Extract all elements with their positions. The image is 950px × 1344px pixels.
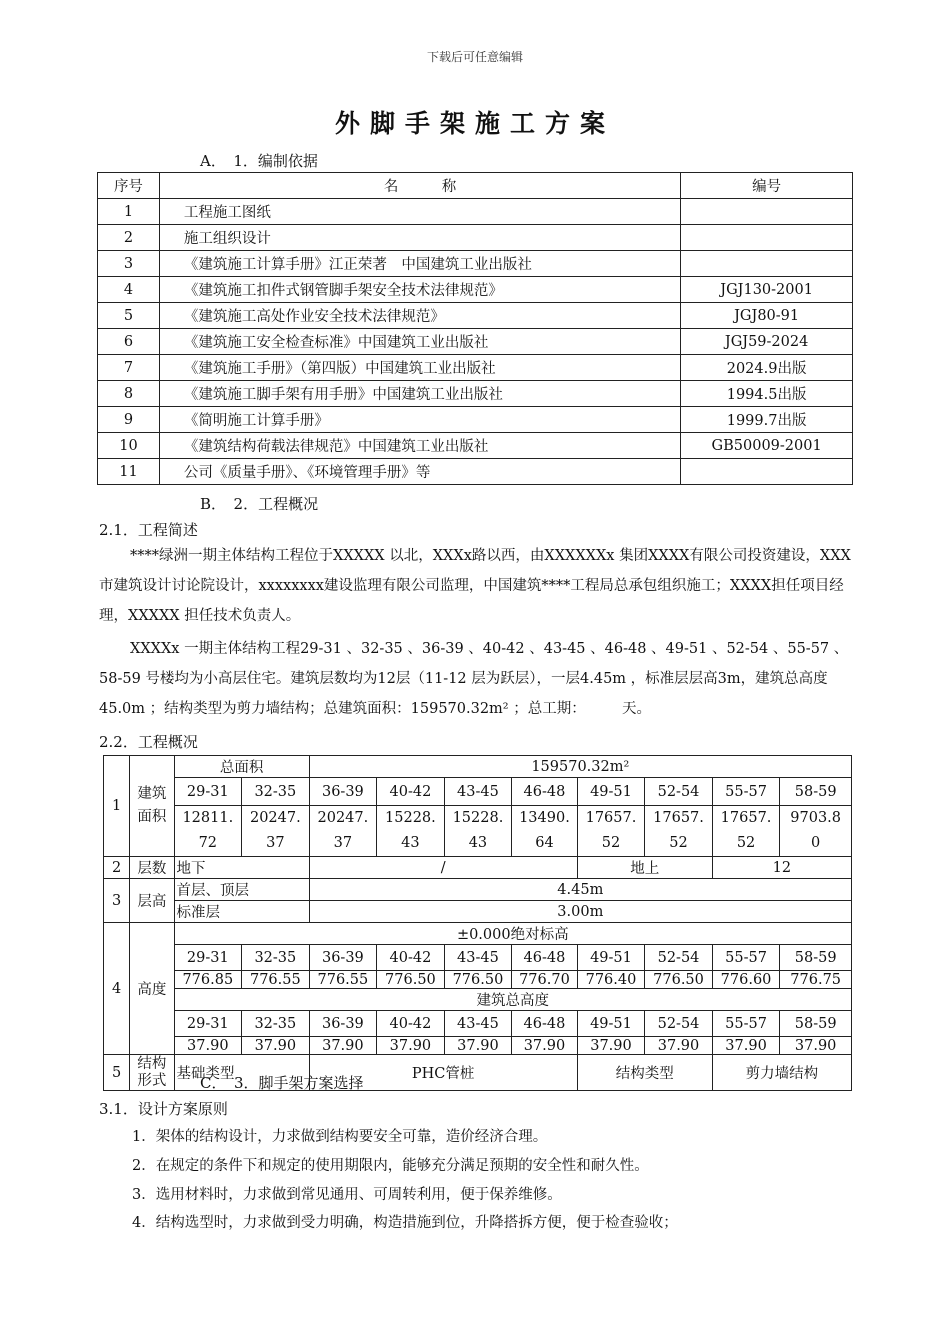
building-number-cell: 52-54: [645, 1011, 713, 1037]
design-rule-2: 2．在规定的条件下和规定的使用期限内，能够充分满足预期的安全性和耐久性。: [132, 1158, 649, 1174]
index-cell: 3: [98, 251, 160, 277]
building-area-cell: 17657.52: [645, 806, 713, 857]
code-cell: 1999.7出版: [681, 407, 853, 433]
name-cell: 《建筑施工计算手册》江正荣著 中国建筑工业出版社: [159, 251, 680, 277]
absolute-elevation-label: ±0.000绝对标高: [174, 923, 851, 945]
building-number-cell: 52-54: [645, 778, 713, 806]
name-cell: 工程施工图纸: [159, 199, 680, 225]
total-height-cell: 37.90: [512, 1037, 578, 1055]
name-cell: 施工组织设计: [159, 225, 680, 251]
name-cell: 《建筑施工脚手架有用手册》中国建筑工业出版社: [159, 381, 680, 407]
row-no-5: 5: [104, 1055, 130, 1091]
building-number-cell: 36-39: [309, 1011, 377, 1037]
building-number-cell: 49-51: [577, 1011, 645, 1037]
code-cell: [681, 199, 853, 225]
table-row: [98, 459, 853, 485]
standard-floor-label: 标准层: [174, 901, 309, 923]
building-number-cell: 36-39: [309, 778, 377, 806]
code-cell: GB50009-2001: [681, 433, 853, 459]
building-area-cell: 12811.72: [174, 806, 242, 857]
project-overview-table: [103, 755, 852, 1091]
height-label: 层高: [130, 879, 174, 923]
section-a-heading: A． 1．编制依据: [200, 152, 318, 170]
first-top-label: 首层、顶层: [174, 879, 309, 901]
code-cell: [681, 251, 853, 277]
row-no-2: 2: [104, 857, 130, 879]
table-row: [98, 225, 853, 251]
building-number-cell: 46-48: [512, 778, 578, 806]
foundation-type-label: 基础类型: [174, 1055, 309, 1091]
section-2-1-heading: 2.1．工程简述: [99, 521, 198, 539]
building-area-cell: 9703.80: [780, 806, 852, 857]
overview-paragraph-2: XXXXx 一期主体结构工程29-31 、32-35 、36-39 、40-42 、43-45 、46-48 、49-51 、52-54 、55-57 、58-59 号楼均为小高层住宅。建筑层数均为12层（11-12 层为跃层），一层4.45m ，标准层层高3m，建筑总高度45.0m ；结构类型为剪力墙结构；总建筑面积：159570.32m² ；总工期： 天。: [99, 641, 849, 717]
absolute-elevation-cell: 776.55: [309, 971, 377, 989]
table-row: [98, 277, 853, 303]
total-height-cell: 37.90: [780, 1037, 852, 1055]
total-height-cell: 37.90: [645, 1037, 713, 1055]
structure-form-label: 结构形式: [130, 1055, 174, 1091]
building-number-cell: 58-59: [780, 778, 852, 806]
table-row: [98, 329, 853, 355]
total-height-cell: 37.90: [577, 1037, 645, 1055]
section-2-2-heading: 2.2．工程概况: [99, 733, 198, 751]
above-ground-label: 地上: [577, 857, 712, 879]
code-cell: [681, 225, 853, 251]
code-cell: 2024.9出版: [681, 355, 853, 381]
index-cell: 7: [98, 355, 160, 381]
building-area-cell: 20247.37: [242, 806, 310, 857]
building-number-cell: 46-48: [512, 1011, 578, 1037]
header-index: 序号: [98, 173, 160, 199]
building-number-cell: 29-31: [174, 945, 242, 971]
building-number-cell: 43-45: [444, 945, 512, 971]
index-cell: 6: [98, 329, 160, 355]
section-c-heading: C． 3．脚手架方案选择: [200, 1074, 364, 1092]
floors-label: 层数: [130, 857, 174, 879]
building-area-cell: 20247.37: [309, 806, 377, 857]
absolute-elevation-cell: 776.70: [512, 971, 578, 989]
total-area-value: 159570.32m²: [309, 756, 851, 778]
top-note: 下载后可任意编辑: [426, 50, 523, 64]
index-cell: 2: [98, 225, 160, 251]
index-cell: 9: [98, 407, 160, 433]
building-area-cell: 17657.52: [577, 806, 645, 857]
index-cell: 8: [98, 381, 160, 407]
building-number-cell: 32-35: [242, 945, 310, 971]
building-number-cell: 58-59: [780, 945, 852, 971]
row-no-1: 1: [104, 756, 130, 857]
table-row: [98, 199, 853, 225]
table-header-row: [98, 173, 853, 199]
building-number-cell: 29-31: [174, 778, 242, 806]
section-3-1-heading: 3.1．设计方案原则: [99, 1100, 228, 1118]
code-cell: JGJ59-2024: [681, 329, 853, 355]
building-area-cell: 15228.43: [377, 806, 445, 857]
below-ground-label: 地下: [174, 857, 309, 879]
page-title: 外脚手架施工方案: [334, 109, 615, 138]
absolute-elevation-cell: 776.40: [577, 971, 645, 989]
building-number-cell: 43-45: [444, 1011, 512, 1037]
name-cell: 《建筑施工手册》（第四版）中国建筑工业出版社: [159, 355, 680, 381]
total-height-label: 建筑总高度: [174, 989, 851, 1011]
total-height-cell: 37.90: [377, 1037, 445, 1055]
building-number-cell: 40-42: [377, 945, 445, 971]
index-cell: 10: [98, 433, 160, 459]
building-number-cell: 49-51: [577, 945, 645, 971]
total-height-cell: 37.90: [174, 1037, 242, 1055]
table-row: [98, 303, 853, 329]
design-rule-4: 4．结构选型时，力求做到受力明确，构造措施到位，升降搭拆方便，便于检查验收；: [132, 1215, 678, 1231]
absolute-elevation-cell: 776.50: [377, 971, 445, 989]
building-number-cell: 46-48: [512, 945, 578, 971]
building-number-cell: 32-35: [242, 778, 310, 806]
above-ground-value: 12: [712, 857, 851, 879]
code-cell: JGJ80-91: [681, 303, 853, 329]
building-number-cell: 49-51: [577, 778, 645, 806]
absolute-elevation-cell: 776.75: [780, 971, 852, 989]
name-cell: 《简明施工计算手册》: [159, 407, 680, 433]
foundation-type-value: PHC管桩: [309, 1055, 577, 1091]
absolute-elevation-cell: 776.50: [444, 971, 512, 989]
building-number-cell: 55-57: [712, 945, 780, 971]
building-number-cell: 55-57: [712, 1011, 780, 1037]
first-top-value: 4.45m: [309, 879, 851, 901]
building-number-cell: 40-42: [377, 1011, 445, 1037]
name-cell: 《建筑施工安全检查标准》中国建筑工业出版社: [159, 329, 680, 355]
building-number-cell: 55-57: [712, 778, 780, 806]
building-number-cell: 52-54: [645, 945, 713, 971]
building-number-cell: 36-39: [309, 945, 377, 971]
below-ground-value: /: [309, 857, 577, 879]
total-height-cell: 37.90: [712, 1037, 780, 1055]
design-rule-3: 3．选用材料时，力求做到常见通用、可周转利用，便于保养维修。: [132, 1187, 562, 1203]
name-cell: 公司《质量手册》、《环境管理手册》等: [159, 459, 680, 485]
index-cell: 1: [98, 199, 160, 225]
structure-type-value: 剪力墙结构: [712, 1055, 851, 1091]
total-height-cell: 37.90: [444, 1037, 512, 1055]
code-cell: [681, 459, 853, 485]
building-number-cell: 32-35: [242, 1011, 310, 1037]
section-b-heading: B． 2．工程概况: [200, 495, 319, 513]
absolute-elevation-cell: 776.50: [645, 971, 713, 989]
code-cell: 1994.5出版: [681, 381, 853, 407]
overview-paragraph-1: ****绿洲一期主体结构工程位于XXXXX 以北，XXXx路以西，由XXXXXXx 集团XXXX有限公司投资建设，XXX 市建筑设计讨论院设计，xxxxxxxx建设监理有限公司监理，中国建筑****工程局总承包组织施工；XXXX担任项目经理，XXXXX 担任技术负责人。: [99, 548, 851, 624]
design-rule-1: 1．架体的结构设计，力求做到结构要安全可靠，造价经济合理。: [132, 1129, 548, 1145]
index-cell: 5: [98, 303, 160, 329]
structure-type-label: 结构类型: [577, 1055, 712, 1091]
building-area-cell: 13490.64: [512, 806, 578, 857]
header-code: 编号: [681, 173, 853, 199]
table-row: [98, 251, 853, 277]
table-row: [98, 355, 853, 381]
building-area-cell: 15228.43: [444, 806, 512, 857]
index-cell: 4: [98, 277, 160, 303]
absolute-elevation-cell: 776.85: [174, 971, 242, 989]
row-no-3: 3: [104, 879, 130, 923]
table-row: [98, 381, 853, 407]
header-name: 名 称: [159, 173, 680, 199]
row-no-4: 4: [104, 923, 130, 1055]
absolute-elevation-cell: 776.60: [712, 971, 780, 989]
elevation-label: 高度: [130, 923, 174, 1055]
total-height-cell: 37.90: [309, 1037, 377, 1055]
building-number-cell: 43-45: [444, 778, 512, 806]
building-number-cell: 29-31: [174, 1011, 242, 1037]
name-cell: 《建筑施工高处作业安全技术法律规范》: [159, 303, 680, 329]
name-cell: 《建筑结构荷载法律规范》中国建筑工业出版社: [159, 433, 680, 459]
total-height-cell: 37.90: [242, 1037, 310, 1055]
table-row: [98, 407, 853, 433]
index-cell: 11: [98, 459, 160, 485]
total-area-label: 总面积: [174, 756, 309, 778]
building-area-cell: 17657.52: [712, 806, 780, 857]
area-label: 建筑面积: [130, 756, 174, 857]
standard-floor-value: 3.00m: [309, 901, 851, 923]
name-cell: 《建筑施工扣件式钢管脚手架安全技术法律规范》: [159, 277, 680, 303]
building-number-cell: 58-59: [780, 1011, 852, 1037]
absolute-elevation-cell: 776.55: [242, 971, 310, 989]
building-number-cell: 40-42: [377, 778, 445, 806]
code-cell: JGJ130-2001: [681, 277, 853, 303]
table-row: [98, 433, 853, 459]
basis-table: [97, 172, 853, 485]
